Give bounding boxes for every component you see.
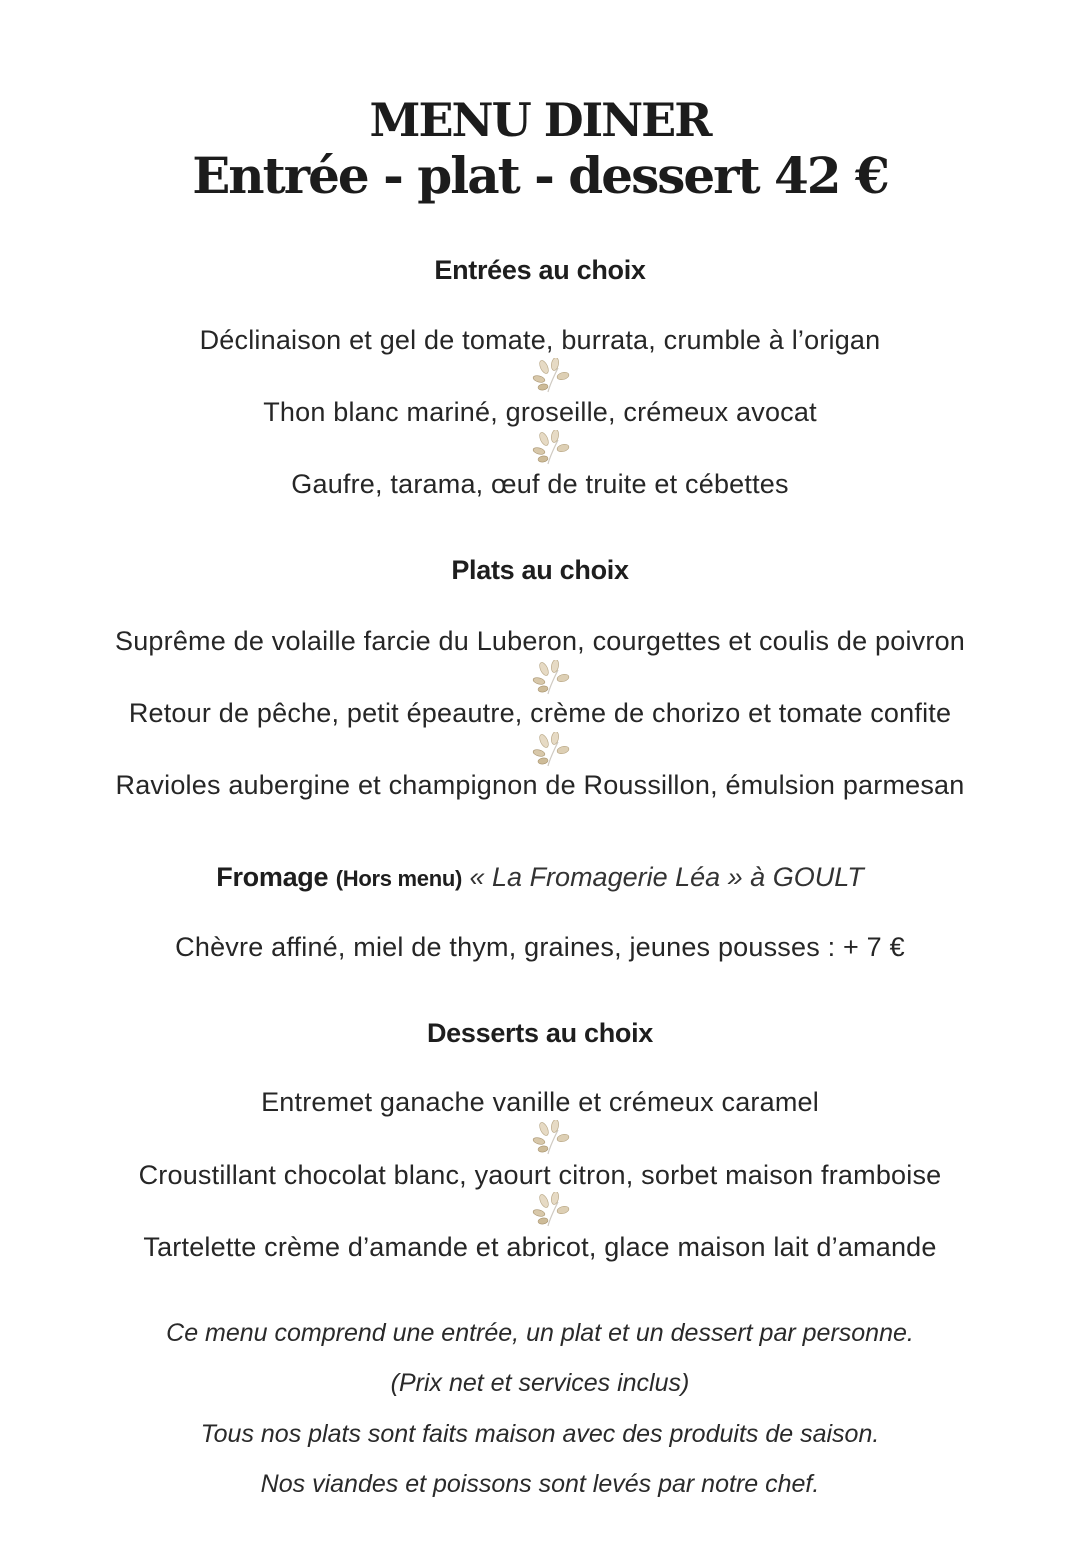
menu-item-dessert: Croustillant chocolat blanc, yaourt citron, sorbet maison framboise [138, 1160, 942, 1190]
menu-item-entree: Thon blanc mariné, groseille, crémeux avocat [263, 397, 817, 427]
menu-item-fromage: Chèvre affiné, miel de thym, graines, jeunes pousses : + 7 € [175, 932, 905, 962]
menu-item-entree: Déclinaison et gel de tomate, burrata, crumble à l’origan [199, 325, 881, 355]
fromage-hors-menu-note: (Hors menu) [335, 866, 462, 891]
menu-item-dessert: Entremet ganache vanille et crémeux caramel [261, 1087, 819, 1117]
fromage-label: Fromage [216, 862, 329, 892]
menu-item-dessert: Tartelette crème d’amande et abricot, glace maison lait d’amande [143, 1232, 937, 1262]
leaf-sprig-icon [528, 430, 572, 466]
leaf-sprig-icon [528, 358, 572, 394]
menu-item-plat: Suprême de volaille farcie du Luberon, courgettes et coulis de poivron [115, 626, 965, 656]
footer-note: Nos viandes et poissons sont levés par notre chef. [260, 1470, 820, 1498]
footer-note: Ce menu comprend une entrée, un plat et un dessert par personne. [166, 1319, 914, 1347]
section-heading-entrees: Entrées au choix [434, 255, 646, 285]
menu-item-entree: Gaufre, tarama, œuf de truite et cébettes [291, 469, 789, 499]
footer-note: (Prix net et services inclus) [390, 1369, 690, 1397]
leaf-sprig-icon [528, 732, 572, 768]
leaf-sprig-icon [528, 1120, 572, 1156]
fromage-source: « La Fromagerie Léa » à GOULT [469, 862, 864, 892]
section-heading-plats: Plats au choix [451, 555, 629, 585]
section-heading-desserts: Desserts au choix [426, 1018, 653, 1048]
section-heading-fromage [0, 860, 1080, 896]
menu-title: MENU DINER [369, 93, 711, 147]
leaf-sprig-icon [528, 1192, 572, 1228]
menu-item-plat: Retour de pêche, petit épeautre, crème de chorizo et tomate confite [128, 698, 952, 728]
footer-note: Tous nos plats sont faits maison avec des produits de saison. [200, 1420, 880, 1448]
menu-price-subtitle: Entrée - plat - dessert 42 € [192, 146, 888, 205]
menu-item-plat: Ravioles aubergine et champignon de Roussillon, émulsion parmesan [115, 770, 965, 800]
leaf-sprig-icon [528, 660, 572, 696]
